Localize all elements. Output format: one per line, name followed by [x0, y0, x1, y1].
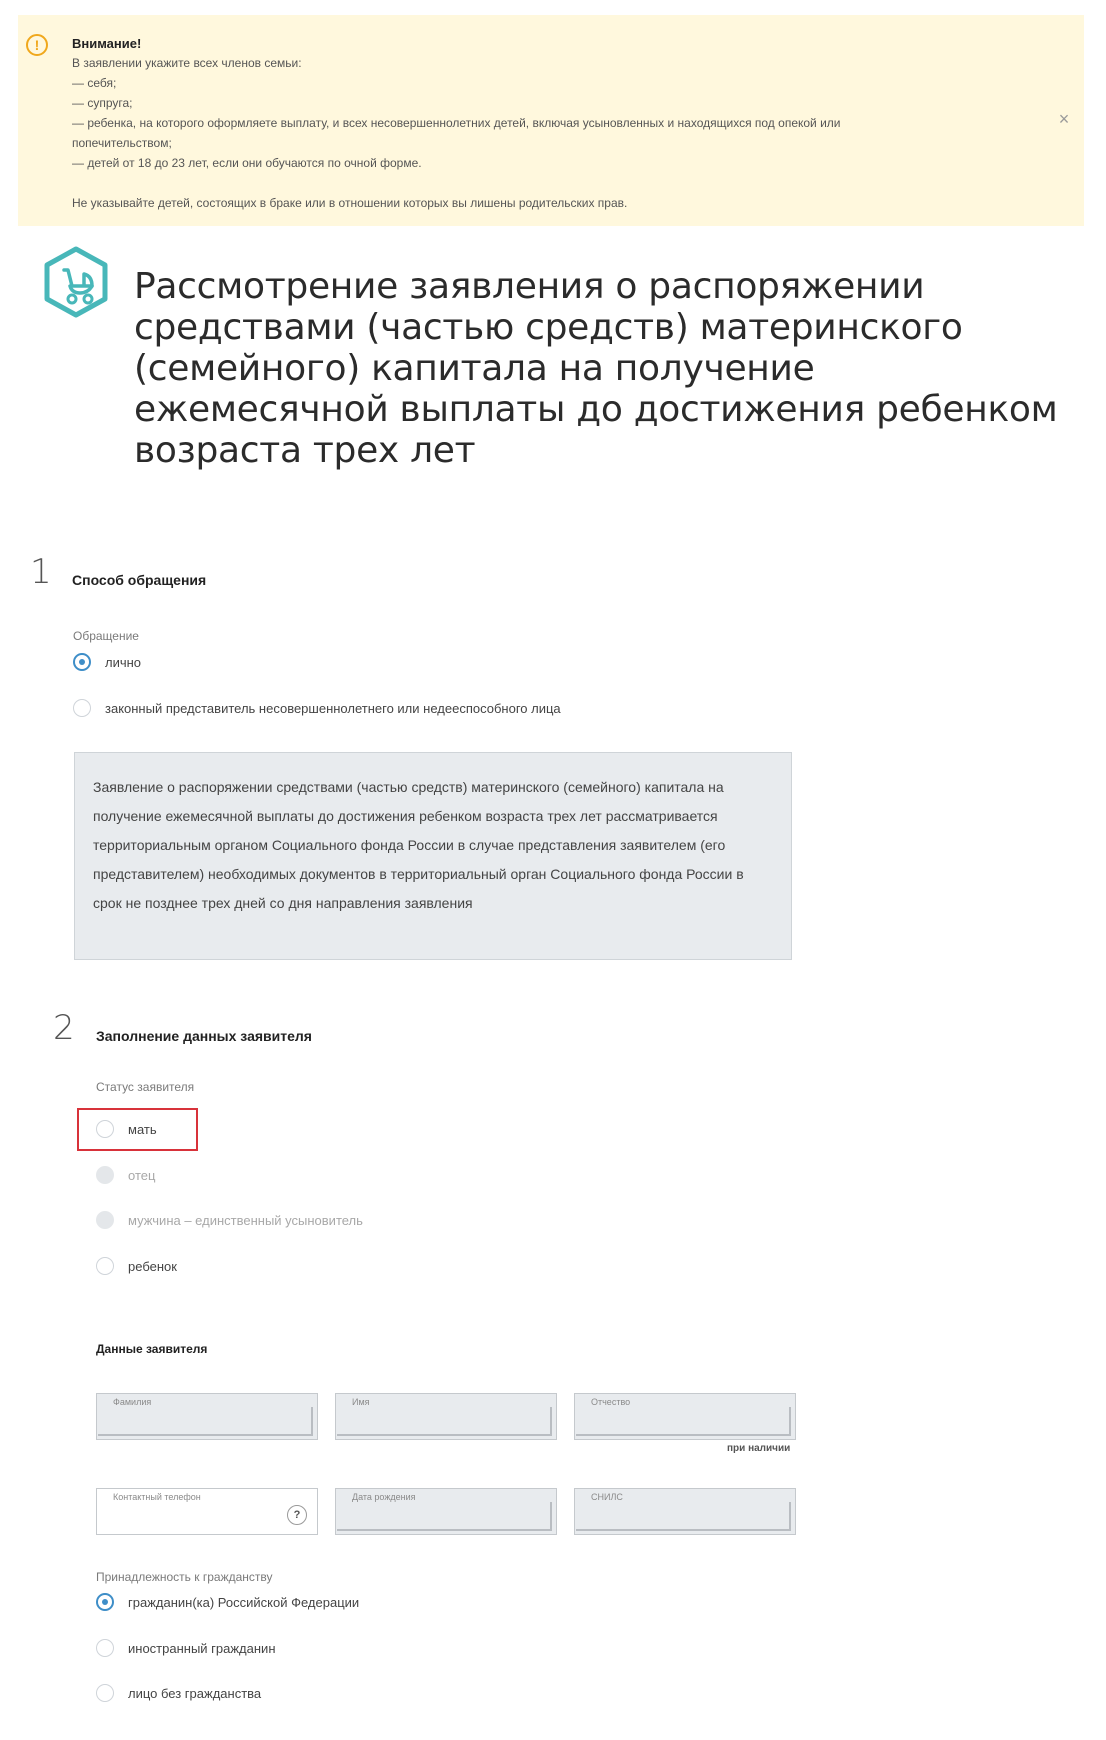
radio-button-disabled	[96, 1211, 114, 1229]
radio-child[interactable]	[96, 1257, 177, 1275]
field-inner	[576, 1407, 791, 1436]
page-title: Рассмотрение заявления о распоряжении средствами (частью средств) материнского (семейного) капитала на получение ежемесячной выплаты до достижения ребенком возраста трех лет	[134, 266, 1058, 471]
radio-personally[interactable]	[73, 653, 141, 671]
notice-line: — супруга;	[72, 96, 133, 110]
radio-button[interactable]	[96, 1684, 114, 1702]
radio-father	[96, 1166, 155, 1184]
appeal-label: Обращение	[73, 629, 139, 643]
radio-button-checked[interactable]	[73, 653, 91, 671]
notice-line: — детей от 18 до 23 лет, если они обучаются по очной форме.	[72, 156, 422, 170]
step-title: Заполнение данных заявителя	[96, 1028, 312, 1044]
radio-stateless[interactable]	[96, 1684, 261, 1702]
citizenship-label: Принадлежность к гражданству	[96, 1570, 273, 1584]
radio-button[interactable]	[96, 1120, 114, 1138]
baby-stroller-icon	[42, 246, 110, 318]
step-title: Способ обращения	[72, 572, 207, 588]
radio-sole-adopter	[96, 1211, 363, 1229]
step-number: 1	[30, 552, 52, 592]
radio-button-checked[interactable]	[96, 1593, 114, 1611]
radio-label: гражданин(ка) Российской Федерации	[128, 1594, 360, 1610]
step-number: 2	[53, 1008, 75, 1048]
notice-spacer	[72, 173, 952, 193]
radio-label: законный представитель несовершеннолетнего или недееспособного лица	[105, 700, 561, 716]
notice-title: Внимание!	[72, 36, 142, 51]
applicant-data-title: Данные заявителя	[96, 1342, 208, 1356]
radio-button-disabled	[96, 1166, 114, 1184]
notice-text	[72, 53, 952, 213]
radio-label: мужчина – единственный усыновитель	[128, 1212, 363, 1228]
birth-date-field[interactable]	[335, 1488, 557, 1535]
question-icon[interactable]: ?	[287, 1505, 307, 1525]
notice-line: попечительством;	[72, 136, 172, 150]
radio-label: отец	[128, 1167, 156, 1183]
radio-russian-citizen[interactable]	[96, 1593, 359, 1611]
radio-button[interactable]	[73, 699, 91, 717]
warning-icon: !	[26, 34, 48, 56]
radio-label: иностранный гражданин	[128, 1640, 276, 1656]
field-label: Отчество	[591, 1397, 631, 1407]
field-inner	[98, 1407, 313, 1436]
notice-line: — ребенка, на которого оформляете выплату, и всех несовершеннолетних детей, включая усыновленных и находящихся под опекой или	[72, 116, 841, 130]
warning-notice	[18, 15, 1084, 226]
surname-field[interactable]	[96, 1393, 318, 1440]
notice-line: — себя;	[72, 76, 117, 90]
phone-field[interactable]	[96, 1488, 318, 1535]
field-label: Фамилия	[113, 1397, 152, 1407]
field-label: Дата рождения	[352, 1492, 416, 1502]
radio-button[interactable]	[96, 1257, 114, 1275]
field-inner	[337, 1502, 552, 1531]
notice-note: Не указывайте детей, состоящих в браке или в отношении которых вы лишены родительских прав.	[72, 196, 628, 210]
radio-label: лицо без гражданства	[128, 1685, 262, 1701]
radio-button[interactable]	[96, 1639, 114, 1657]
field-label: СНИЛС	[591, 1492, 623, 1502]
field-label: Имя	[352, 1397, 370, 1407]
notice-line: В заявлении укажите всех членов семьи:	[72, 56, 302, 70]
info-box: Заявление о распоряжении средствами (частью средств) материнского (семейного) капитала на получение ежемесячной выплаты до достижения ребенком возраста трех лет рассматривается территориальным органом Социального фонда России в случае представления заявителем (его представителем) необходимых документов в территориальный орган Социального фонда России в срок не позднее трех дней со дня направления заявления	[74, 752, 792, 960]
radio-label: ребенок	[128, 1258, 177, 1274]
field-label: Контактный телефон	[113, 1492, 201, 1502]
radio-legal-representative[interactable]	[73, 699, 561, 717]
radio-label: лично	[105, 654, 142, 670]
patronymic-field[interactable]	[574, 1393, 796, 1440]
field-inner	[337, 1407, 552, 1436]
close-icon[interactable]: ×	[1058, 109, 1070, 129]
radio-label: мать	[128, 1121, 157, 1137]
radio-mother[interactable]	[96, 1120, 157, 1138]
name-field[interactable]	[335, 1393, 557, 1440]
patronymic-hint: при наличии	[727, 1443, 791, 1454]
field-inner	[576, 1502, 791, 1531]
applicant-status-label: Статус заявителя	[96, 1080, 195, 1094]
radio-foreign-citizen[interactable]	[96, 1639, 276, 1657]
snils-field[interactable]	[574, 1488, 796, 1535]
